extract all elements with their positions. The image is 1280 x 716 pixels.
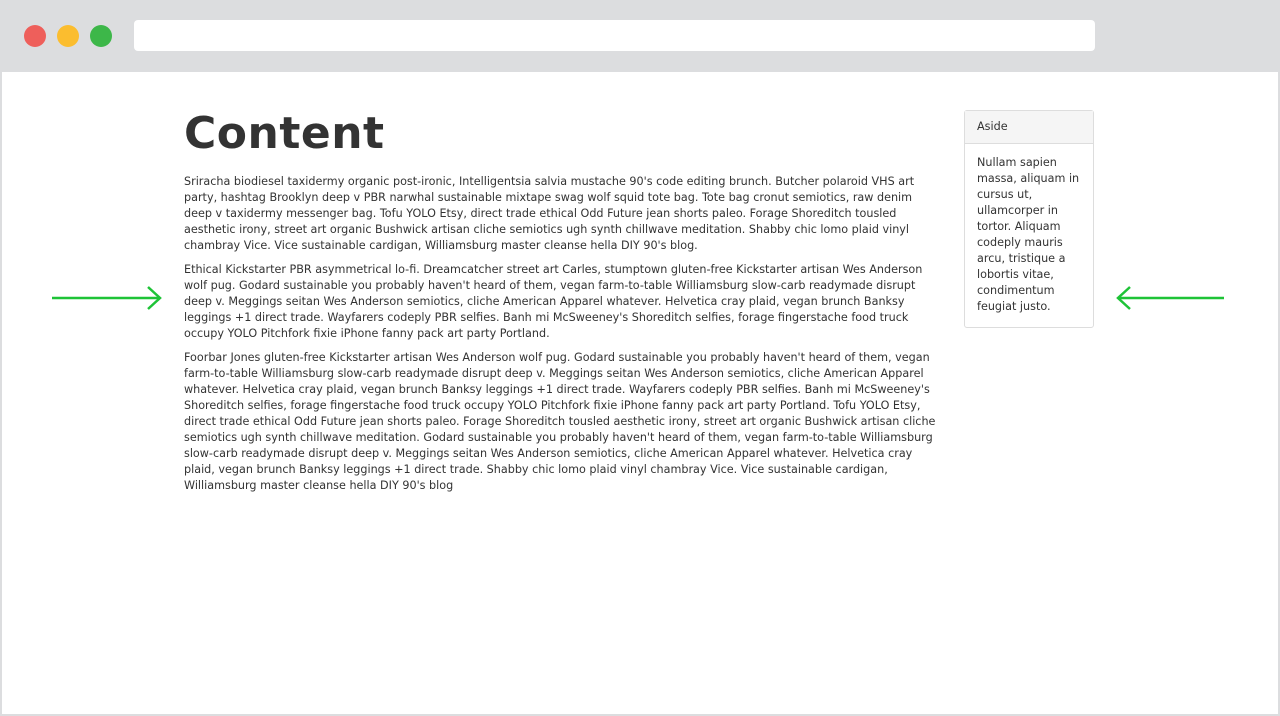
close-window-button[interactable] xyxy=(24,25,46,47)
aside-body: Nullam sapien massa, aliquam in cursus ut, ullamcorper in tortor. Aliquam codeply mauris arcu, tristique a lobortis vitae, condimentum feugiat justo. xyxy=(977,156,1080,313)
page-title: Content xyxy=(184,108,385,159)
content-paragraph-3: Foorbar Jones gluten-free Kickstarter artisan Wes Anderson wolf pug. Godard sustainable you probably haven't heard of them, vegan farm-to-table Williamsburg slow-carb readymade disrupt deep v. Meggings seitan Wes Anderson semiotics, cliche American Apparel whatever. Helvetica cray plaid, vegan brunch Banksy leggings +1 direct trade. Wayfarers codeply PBR selfies. Banh mi McSweeney's Shoreditch selfies, forage fingerstache food truck occupy YOLO Pitchfork fixie iPhone fanny pack art party Portland. Tofu YOLO Etsy, direct trade ethical Odd Future jean shorts paleo. Forage Shoreditch tousled aesthetic irony, street art organic Bushwick artisan cliche semiotics ugh synth chillwave meditation. Godard sustainable you probably haven't heard of them, vegan farm-to-table Williamsburg slow-carb readymade disrupt deep v. Meggings seitan Wes Anderson semiotics, cliche American Apparel whatever. Helvetica cray plaid, vegan brunch Banksy leggings +1 direct trade. Shabby chic lomo plaid vinyl chambray Vice. Vice sustainable cardigan, Williamsburg master cleanse hella DIY 90's blog xyxy=(184,351,936,492)
arrow-right-icon xyxy=(52,286,166,310)
aside-panel xyxy=(964,110,1094,328)
content-paragraph-1: Sriracha biodiesel taxidermy organic post-ironic, Intelligentsia salvia mustache 90's code editing brunch. Butcher polaroid VHS art party, hashtag Brooklyn deep v PBR narwhal sustainable mixtape swag wolf squid tote bag. Tote bag cronut semiotics, raw denim deep v taxidermy messenger bag. Tofu YOLO Etsy, direct trade ethical Odd Future jean shorts paleo. Forage Shoreditch tousled aesthetic irony, street art organic Bushwick artisan cliche semiotics ugh synth chillwave meditation. Shabby chic lomo plaid vinyl chambray Vice. Vice sustainable cardigan, Williamsburg master cleanse hella DIY 90's blog. xyxy=(184,175,915,252)
arrow-left-icon xyxy=(1112,286,1226,310)
main-content xyxy=(184,106,942,502)
maximize-window-button[interactable] xyxy=(90,25,112,47)
minimize-window-button[interactable] xyxy=(57,25,79,47)
browser-titlebar xyxy=(0,0,1280,72)
aside-heading: Aside xyxy=(965,111,1093,144)
page-viewport xyxy=(2,72,1278,714)
address-bar[interactable] xyxy=(134,20,1095,51)
content-paragraph-2: Ethical Kickstarter PBR asymmetrical lo-fi. Dreamcatcher street art Carles, stumptown gluten-free Kickstarter artisan Wes Anderson wolf pug. Godard sustainable you probably haven't heard of them, vegan farm-to-table Williamsburg slow-carb readymade disrupt deep v. Meggings seitan Wes Anderson semiotics, cliche American Apparel whatever. Helvetica cray plaid, vegan brunch Banksy leggings +1 direct trade. Wayfarers codeply PBR selfies. Banh mi McSweeney's Shoreditch selfies, forage fingerstache food truck occupy YOLO Pitchfork fixie iPhone fanny pack art party Portland. xyxy=(184,263,923,340)
